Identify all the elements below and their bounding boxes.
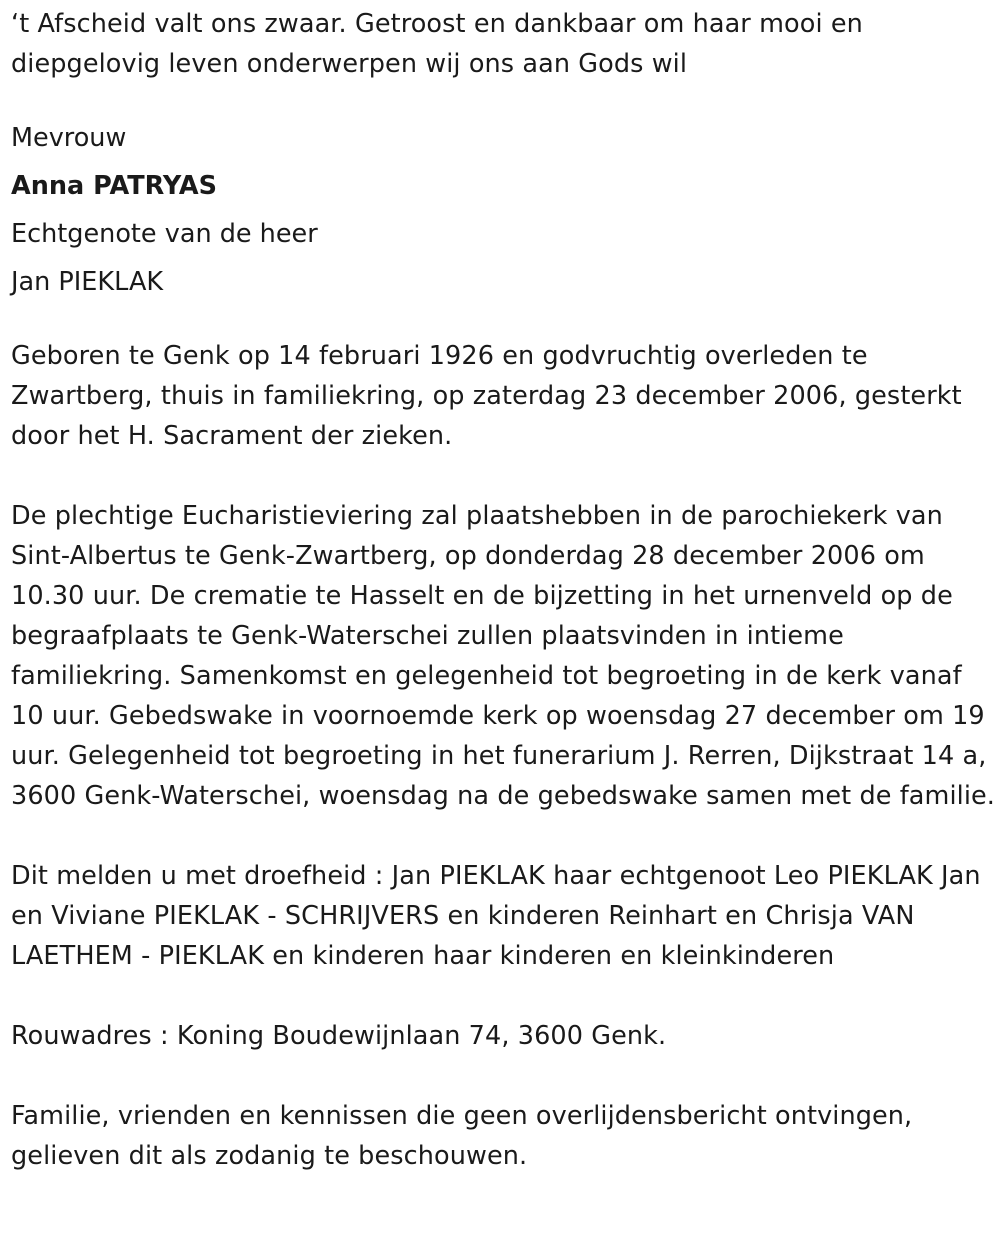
- spouse-name: Jan PIEKLAK: [11, 267, 164, 297]
- birth-death-text: Geboren te Genk op 14 februari 1926 en godvruchtig overleden te Zwartberg, thuis in familiekring, op zaterdag 23 december 2006, gesterkt door het H. Sacrament der zieken.: [11, 341, 962, 451]
- title-prefix: Mevrouw: [11, 123, 127, 153]
- deceased-name: Anna PATRYAS: [11, 171, 217, 201]
- opening-text: ‘t Afscheid valt ons zwaar. Getroost en dankbaar om haar mooi en diepgelovig leven onderwerpen wij ons aan Gods wil: [11, 9, 863, 79]
- deceased-block: [11, 114, 1000, 306]
- closing-text: Familie, vrienden en kennissen die geen overlijdensbericht ontvingen, gelieven dit als zodanig te beschouwen.: [11, 1101, 913, 1171]
- spouse-label: Echtgenote van de heer: [11, 219, 318, 249]
- announcers-text: Dit melden u met droefheid : Jan PIEKLAK haar echtgenoot Leo PIEKLAK Jan en Viviane PIEKLAK - SCHRIJVERS en kinderen Reinhart en Chrisja VAN LAETHEM - PIEKLAK en kinderen haar kinderen en kleinkinderen: [11, 861, 981, 971]
- mourning-address: Rouwadres : Koning Boudewijnlaan 74, 3600 Genk.: [11, 1021, 667, 1051]
- ceremony-text: De plechtige Eucharistieviering zal plaatshebben in de parochiekerk van Sint-Albertus te Genk-Zwartberg, op donderdag 28 december 2006 om 10.30 uur. De crematie te Hasselt en de bijzetting in het urnenveld op de begraafplaats te Genk-Waterschei zullen plaatsvinden in intieme familiekring. Samenkomst en gelegenheid tot begroeting in de kerk vanaf 10 uur. Gebedswake in voornoemde kerk op woensdag 27 december om 19 uur. Gelegenheid tot begroeting in het funerarium J. Rerren, Dijkstraat 14 a, 3600 Genk-Waterschei, woensdag na de gebedswake samen met de familie.: [11, 501, 996, 811]
